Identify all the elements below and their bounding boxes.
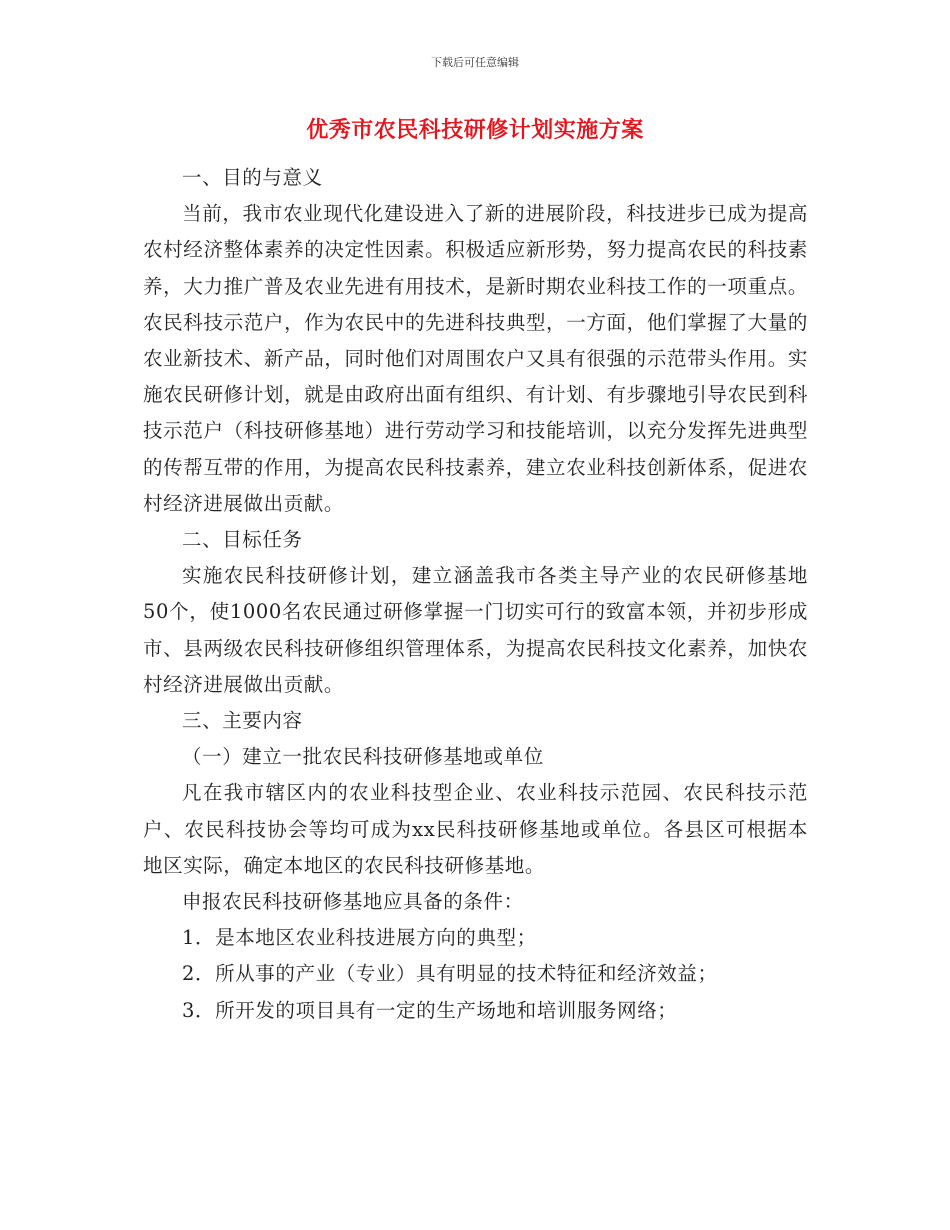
subsection-heading-1: （一）建立一批农民科技研修基地或单位 <box>182 745 544 769</box>
paragraph-goals: 实施农民科技研修计划，建立涵盖我市各类主导产业的农民研修基地50个，使1000名农民通过研修掌握一门切实可行的致富本领，并初步形成市、县两级农民科技研修组织管理体系，为提高农民科技文化素养，加快农村经济进展做出贡献。 <box>143 564 808 696</box>
condition-item-2: 2．所从事的产业（专业）具有明显的技术特征和经济效益； <box>182 962 718 986</box>
condition-item-1: 1．是本地区农业科技进展方向的典型； <box>182 926 537 950</box>
paragraph-bases: 凡在我市辖区内的农业科技型企业、农业科技示范园、农民科技示范户、农民科技协会等均可成为xx民科技研修基地或单位。各县区可根据本地区实际，确定本地区的农民科技研修基地。 <box>143 781 808 877</box>
conditions-intro: 申报农民科技研修基地应具备的条件： <box>182 890 524 914</box>
condition-item-3: 3．所开发的项目具有一定的生产场地和培训服务网络； <box>182 998 678 1022</box>
document-body <box>143 160 808 1029</box>
section-heading-1: 一、目的与意义 <box>182 166 323 189</box>
header-note: 下载后可任意编辑 <box>431 56 519 69</box>
document-title: 优秀市农民科技研修计划实施方案 <box>306 117 644 143</box>
paragraph-purpose: 当前，我市农业现代化建设进入了新的进展阶段，科技进步已成为提高农村经济整体素养的决定性因素。积极适应新形势，努力提高农民的科技素养，大力推广普及农业先进有用技术，是新时期农业科技工作的一项重点。农民科技示范户，作为农民中的先进科技典型，一方面，他们掌握了大量的农业新技术、新产品，同时他们对周围农户又具有很强的示范带头作用。实施农民研修计划，就是由政府出面有组织、有计划、有步骤地引导农民到科技示范户（科技研修基地）进行劳动学习和技能培训，以充分发挥先进典型的传帮互带的作用，为提高农民科技素养，建立农业科技创新体系，促进农村经济进展做出贡献。 <box>143 202 808 515</box>
section-heading-2: 二、目标任务 <box>182 528 303 552</box>
section-heading-3: 三、主要内容 <box>182 709 303 733</box>
